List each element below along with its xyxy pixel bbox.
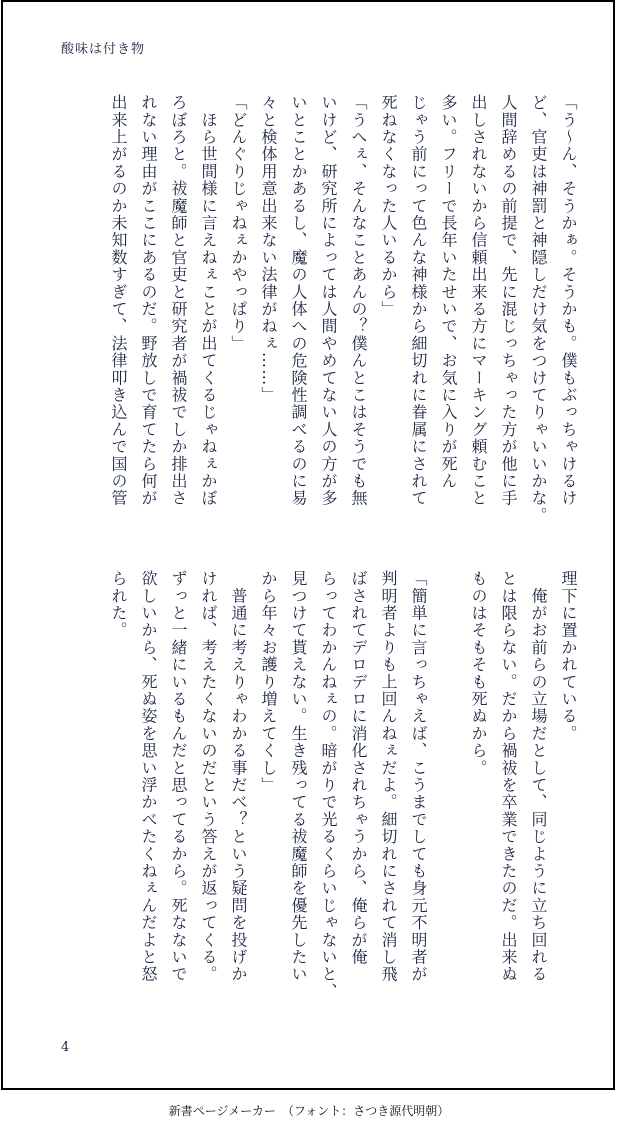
text-line: 出来上がるのか未知数すぎて、法律叩き込んで国の管 (109, 94, 128, 507)
page-number: 4 (61, 1040, 70, 1055)
text-line: 理下に置かれている。 (559, 570, 578, 742)
text-line: じゃう前にって色んな神様から細切れに眷属にされて (409, 94, 428, 507)
book-page (1, 0, 615, 1090)
text-line: 見つけて貰えない。生き残ってる祓魔師を優先したい (289, 570, 308, 983)
text-line: 「う～ん、そうかぁ。そうかも。僕もぶっちゃけるけ (559, 94, 578, 507)
text-line: らってわかんねぇの。暗がりで光るくらいじゃないと、 (319, 570, 338, 1000)
text-line: 普通に考えりゃわかる事だべ？という疑問を投げか (229, 570, 248, 983)
text-line: 死ねなくなった人いるから」 (379, 94, 398, 318)
text-line: 判明者よりも上回んねぇだよ。細切れにされて消し飛 (379, 570, 398, 983)
text-line: いけど、研究所によっては人間やめてない人の方が多 (319, 94, 338, 507)
text-line: いとことかあるし、魔の人体への危険性調べるのに易 (289, 94, 308, 507)
text-line: から年々お護り増えてくし」 (259, 570, 278, 794)
text-line: ほら世間様に言えねぇことが出てくるじゃねぇかぼ (199, 94, 218, 507)
text-block-lower (48, 570, 583, 1010)
text-line: られた。 (109, 570, 128, 639)
text-block-upper (48, 94, 583, 524)
text-line: 「どんぐりじゃねぇかやっぱり」 (229, 94, 248, 352)
text-line: ものはそもそも死ぬから。 (469, 570, 488, 777)
text-line: 「うへぇ、そんなことあんの？僕んとこはそうでも無 (349, 94, 368, 507)
text-line: れない理由がここにあるのだ。野放しで育てたら何が (139, 94, 158, 507)
text-line: 「簡単に言っちゃえば、こうまでしても身元不明者が (409, 570, 428, 983)
running-title: 酸味は付き物 (61, 42, 146, 57)
text-line: ければ、考えたくないのだという答えが返ってくる。 (199, 570, 218, 983)
text-line: 人間辞めるの前提で、先に混じっちゃった方が他に手 (499, 94, 518, 507)
text-line: ずっと一緒にいるもんだと思ってるから。死なないで (169, 570, 188, 983)
text-line: とは限らない。だから禍祓を卒業できたのだ。出来ぬ (499, 570, 518, 983)
text-line: ばされてデロデロに消化されちゃうから、俺らが俺 (349, 570, 368, 966)
text-line: 多い。フリーで長年いたせいで、お気に入りが死ん (439, 94, 458, 490)
text-line: ど、官吏は神罰と神隠しだけ気をつけてりゃいいかな。 (529, 94, 548, 524)
text-line: ろぼろと。祓魔師と官吏と研究者が禍祓でしか排出さ (169, 94, 188, 507)
footer-credit: 新書ページメーカー （フォント：さつき源代明朝） (168, 1104, 450, 1118)
text-line: 々と検体用意出来ない法律がねぇ……」 (259, 94, 278, 404)
text-line: 欲しいから、死ぬ姿を思い浮かべたくねぇんだよと怒 (139, 570, 158, 983)
text-line: 俺がお前らの立場だとして、同じように立ち回れる (529, 570, 548, 983)
text-line (433, 570, 463, 1010)
text-line: 出しされないから信頼出来る方にマーキング頼むこと (469, 94, 488, 507)
